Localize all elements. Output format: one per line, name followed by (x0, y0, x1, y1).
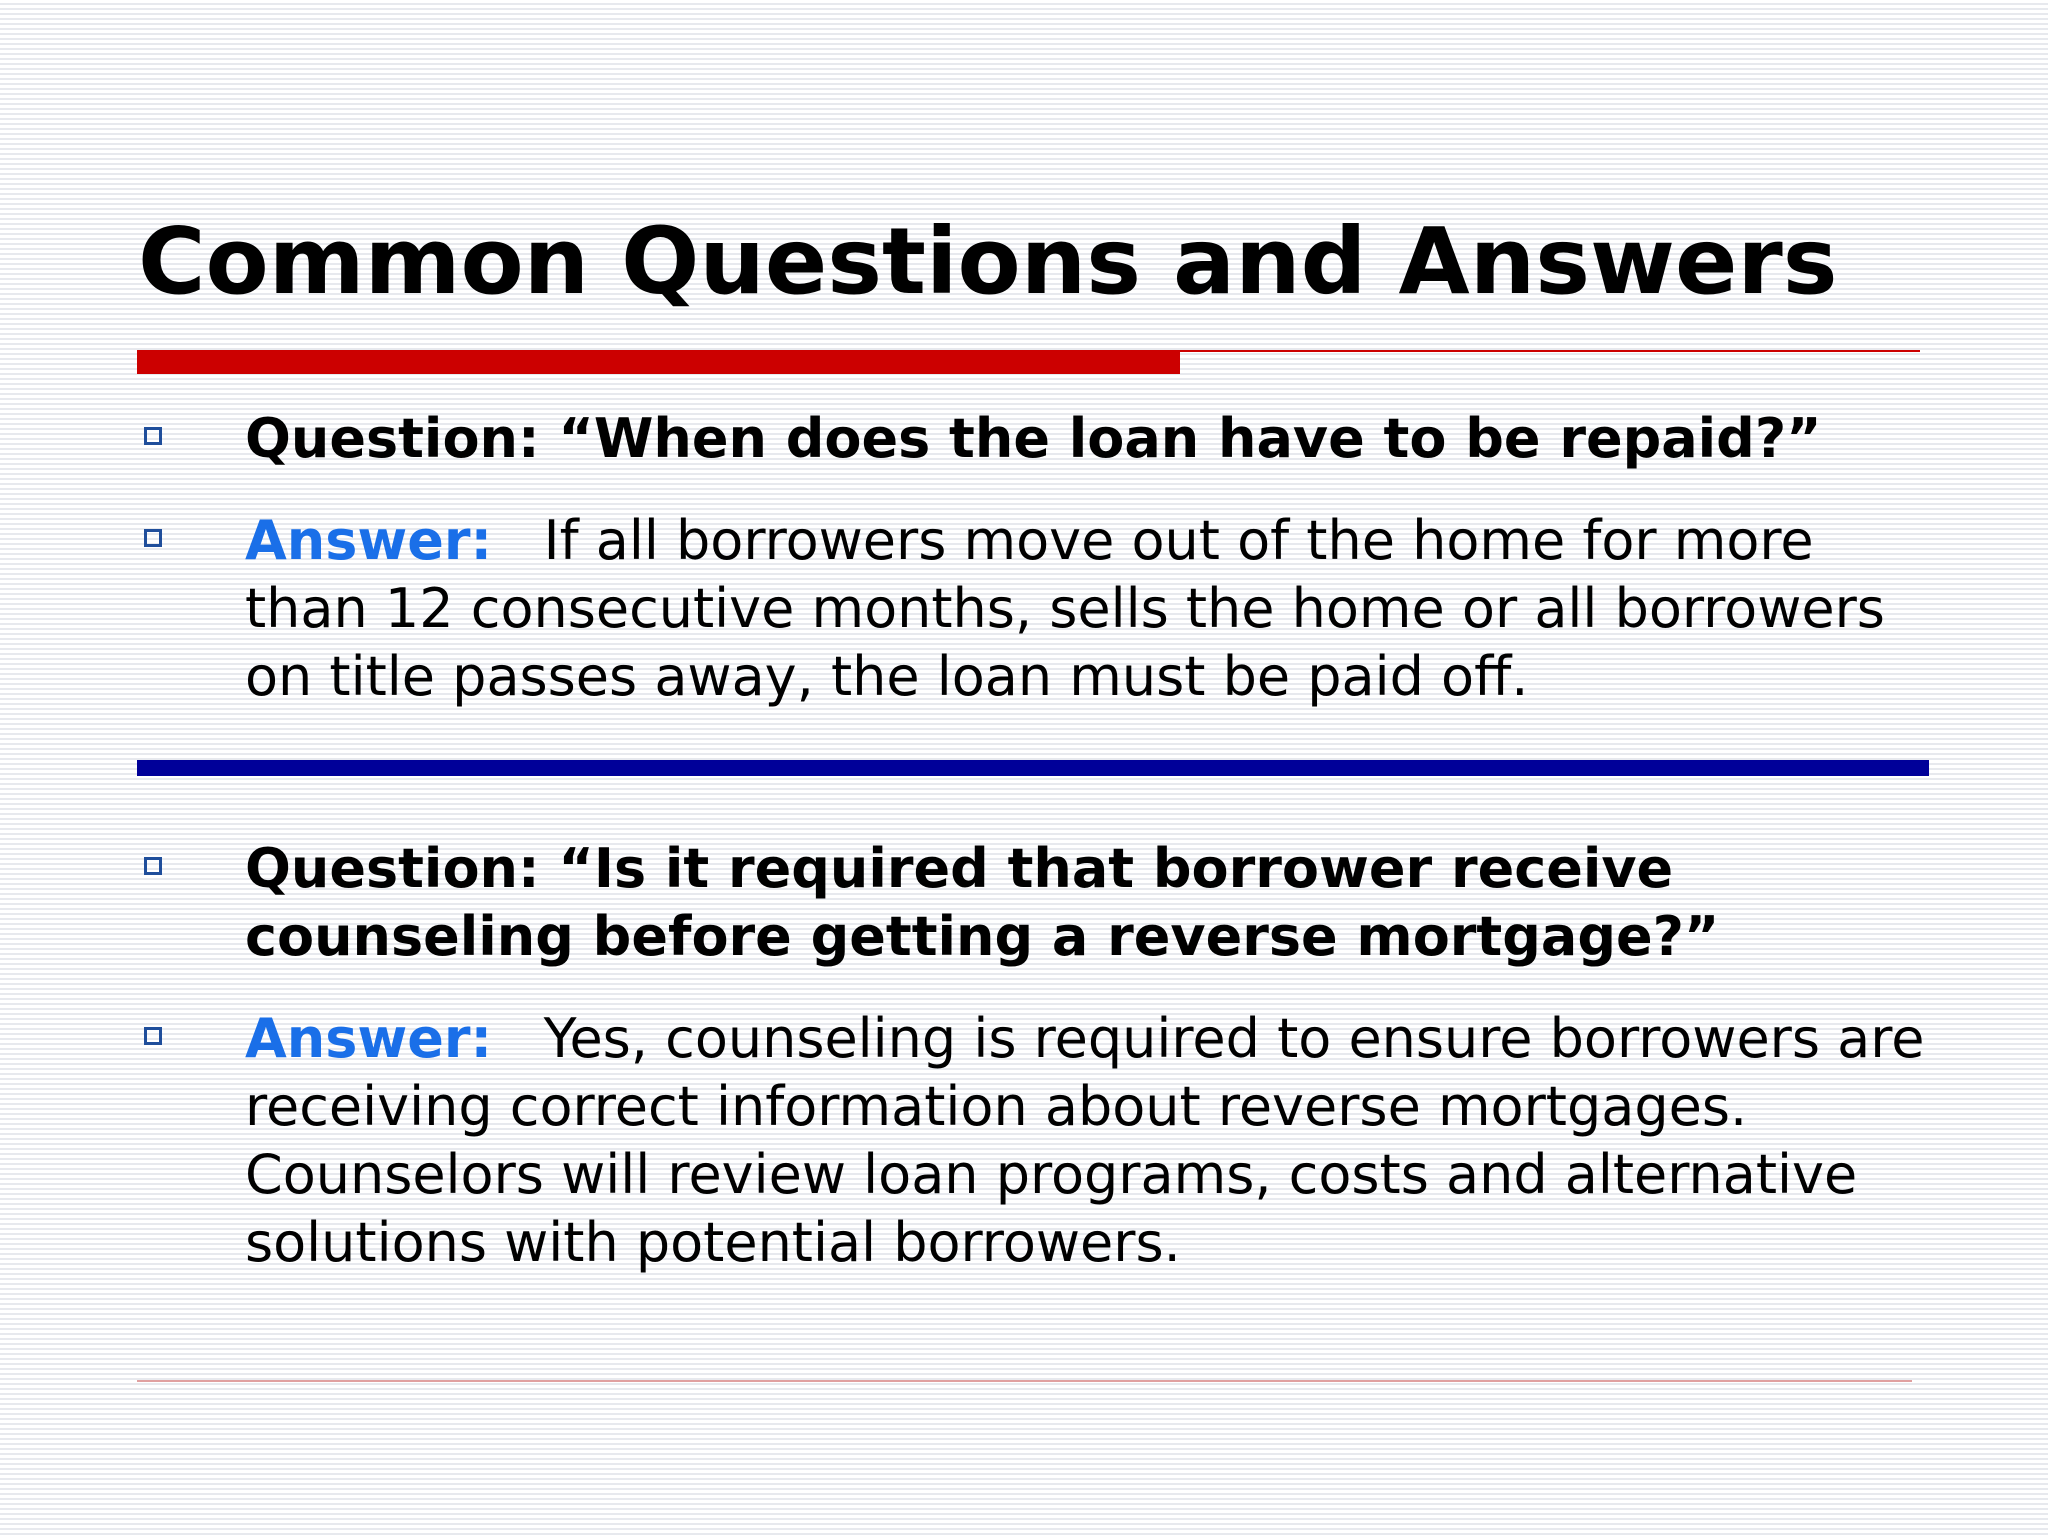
qa-block-2 (138, 835, 1928, 1277)
answer-text: Yes, counseling is required to ensure borrowers are receiving correct information about reverse mortgages. Counselors will review loan programs, costs and alternative solutions with potential borrowers. (245, 1007, 1925, 1274)
answer-label: Answer: (245, 509, 493, 572)
question-item (138, 405, 1928, 473)
slide-title: Common Questions and Answers (138, 208, 1838, 315)
answer-text: If all borrowers move out of the home for more than 12 consecutive months, sells the home or all borrowers on title passes away, the loan must be paid off. (245, 509, 1885, 708)
title-underline-thick (137, 350, 1180, 374)
question-text: Question: “Is it required that borrower receive counseling before getting a reverse mortgage?” (245, 837, 1720, 968)
answer-item (138, 1005, 1928, 1277)
title-underline-thin (1180, 350, 1920, 352)
square-bullet-icon (144, 1027, 162, 1045)
answer-item (138, 507, 1928, 711)
section-divider (137, 760, 1929, 776)
qa-block-1 (138, 405, 1928, 711)
square-bullet-icon (144, 529, 162, 547)
question-text: Question: “When does the loan have to be repaid?” (245, 407, 1822, 470)
footer-rule (137, 1380, 1912, 1382)
square-bullet-icon (144, 857, 162, 875)
answer-label: Answer: (245, 1007, 493, 1070)
square-bullet-icon (144, 427, 162, 445)
question-item (138, 835, 1928, 971)
